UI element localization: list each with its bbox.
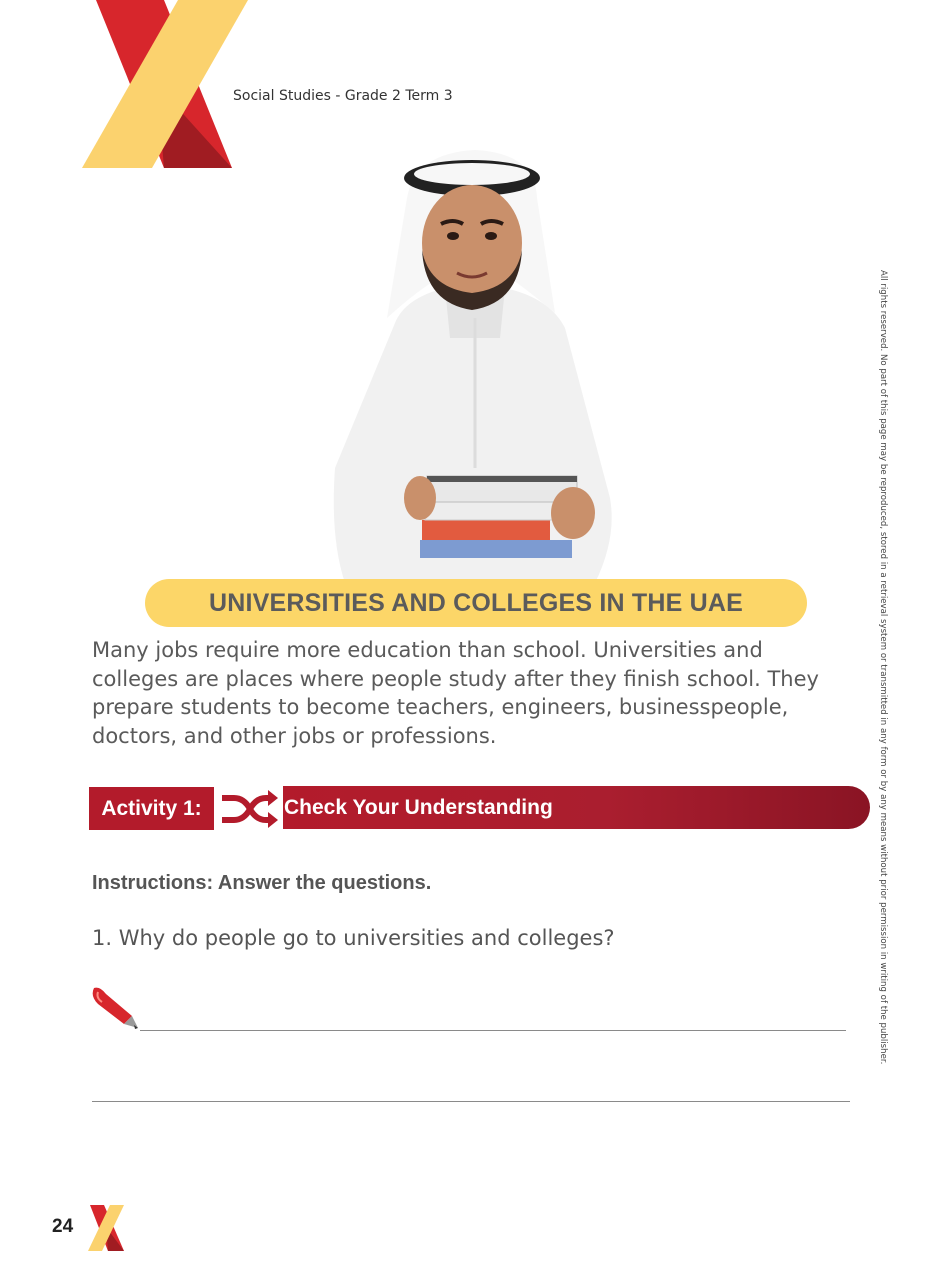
page-number: 24 (52, 1216, 74, 1237)
activity-label: Activity 1: (89, 787, 214, 830)
answer-line[interactable] (92, 1101, 850, 1102)
header-subject: Social Studies - Grade 2 Term 3 (233, 88, 453, 104)
lesson-title: UNIVERSITIES AND COLLEGES IN THE UAE (208, 588, 744, 617)
lesson-title-banner (145, 579, 807, 627)
activity-title: Check Your Understanding (284, 795, 553, 819)
copyright-notice: All rights reserved. No part of this page may be reproduced, stored in a retrieval system or transmitted in any form or by any means without prior permission in writing of the publisher. (878, 270, 888, 1065)
x-logo-icon (82, 0, 252, 168)
x-logo-icon (86, 1205, 126, 1251)
answer-line[interactable] (140, 1030, 846, 1031)
shuffle-icon (218, 788, 278, 830)
pen-icon (88, 984, 143, 1034)
student-photo (325, 138, 625, 583)
activity-title-bar (283, 786, 870, 829)
question-1: 1. Why do people go to universities and colleges? (92, 926, 615, 950)
activity-instructions: Instructions: Answer the questions. (92, 872, 432, 894)
lesson-paragraph: Many jobs require more education than school. Universities and colleges are places where people study after they finish school. They prepare students to become teachers, engineers, businesspeople, doctors, and other jobs or professions. (92, 638, 819, 748)
